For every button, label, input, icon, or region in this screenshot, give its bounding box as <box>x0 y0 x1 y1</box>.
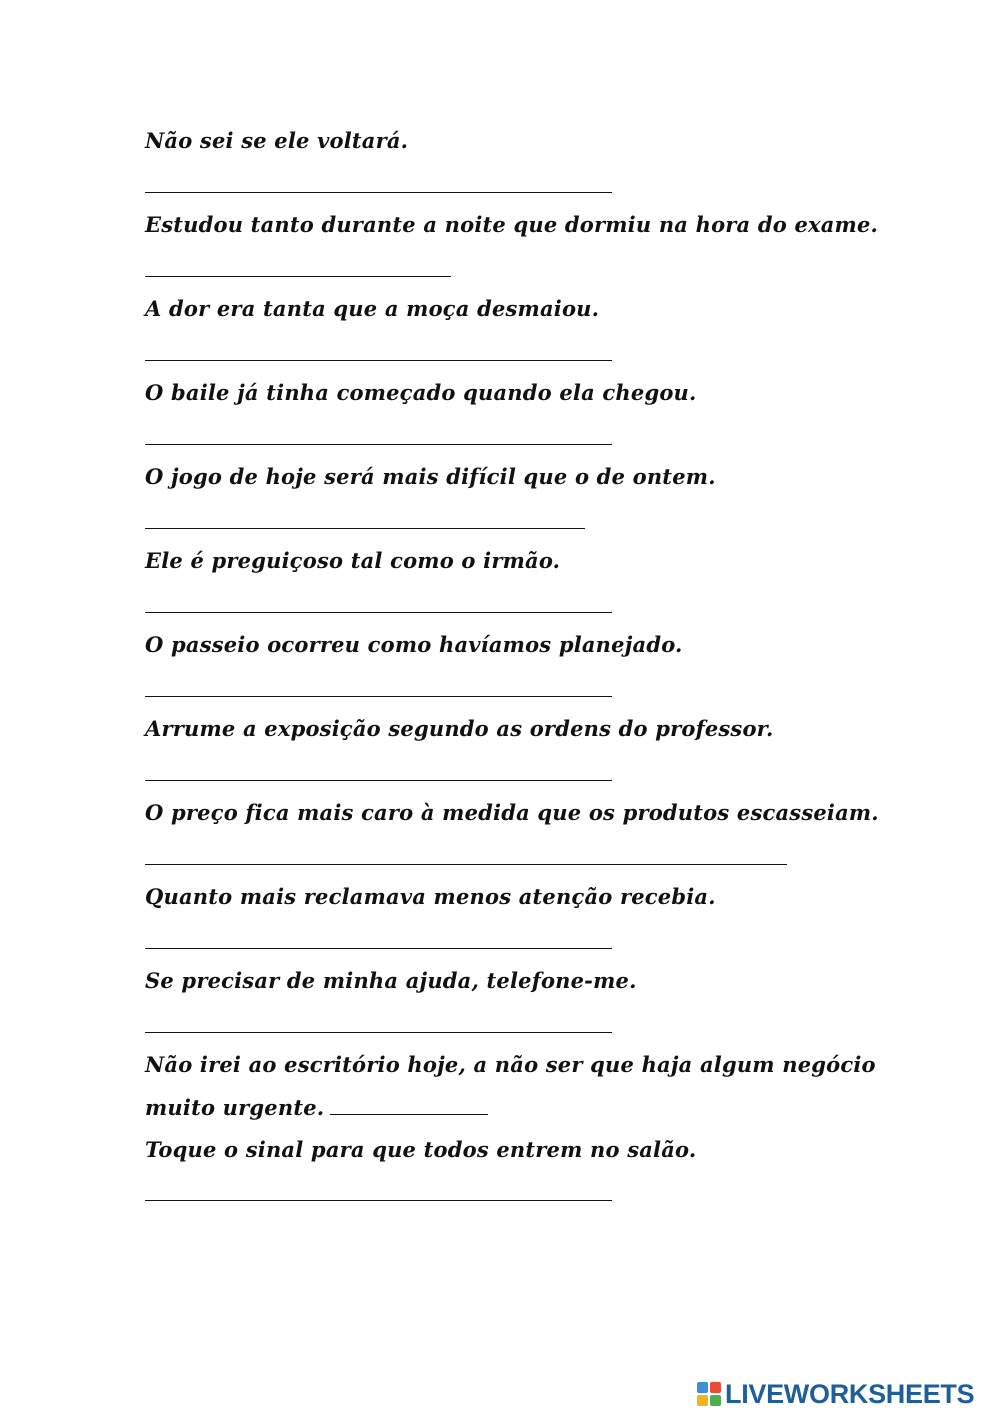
answer-field-1[interactable] <box>145 192 612 193</box>
logo-square-green <box>710 1395 721 1406</box>
answer-field-9[interactable] <box>145 864 787 865</box>
sentence-12-line-1: Não irei ao escritório hoje, a não ser que haja algum negócio <box>145 1052 876 1077</box>
answer-field-12[interactable] <box>330 1096 488 1115</box>
answer-field-4[interactable] <box>145 444 612 445</box>
sentence-7: O passeio ocorreu como havíamos planejado. <box>145 632 683 657</box>
answer-field-6[interactable] <box>145 612 612 613</box>
sentence-13: Toque o sinal para que todos entrem no salão. <box>145 1137 697 1162</box>
sentence-1: Não sei se ele voltará. <box>145 128 409 153</box>
sentence-2: Estudou tanto durante a noite que dormiu na hora do exame. <box>145 212 879 237</box>
sentence-5: O jogo de hoje será mais difícil que o de ontem. <box>145 464 716 489</box>
brand-footer <box>697 1378 974 1410</box>
logo-square-red <box>710 1382 721 1393</box>
sentence-3: A dor era tanta que a moça desmaiou. <box>145 296 600 321</box>
sentence-12-line-2 <box>145 1095 488 1120</box>
sentence-8: Arrume a exposição segundo as ordens do professor. <box>145 716 774 741</box>
answer-field-5[interactable] <box>145 528 585 529</box>
answer-field-11[interactable] <box>145 1032 612 1033</box>
sentence-4: O baile já tinha começado quando ela chegou. <box>145 380 697 405</box>
answer-field-3[interactable] <box>145 360 612 361</box>
sentence-6: Ele é preguiçoso tal como o irmão. <box>145 548 561 573</box>
brand-name: LIVEWORKSHEETS <box>725 1378 975 1409</box>
logo-square-yellow <box>697 1395 708 1406</box>
answer-field-13[interactable] <box>145 1200 612 1201</box>
answer-field-10[interactable] <box>145 948 612 949</box>
sentence-10: Quanto mais reclamava menos atenção recebia. <box>145 884 716 909</box>
logo-square-blue <box>697 1382 708 1393</box>
answer-field-2[interactable] <box>145 276 451 277</box>
answer-field-7[interactable] <box>145 696 612 697</box>
sentence-9: O preço fica mais caro à medida que os produtos escasseiam. <box>145 800 879 825</box>
liveworksheets-logo-icon <box>697 1382 721 1406</box>
sentence-11: Se precisar de minha ajuda, telefone-me. <box>145 968 637 993</box>
answer-field-8[interactable] <box>145 780 612 781</box>
sentence-12-line-2-text: muito urgente. <box>145 1095 325 1120</box>
